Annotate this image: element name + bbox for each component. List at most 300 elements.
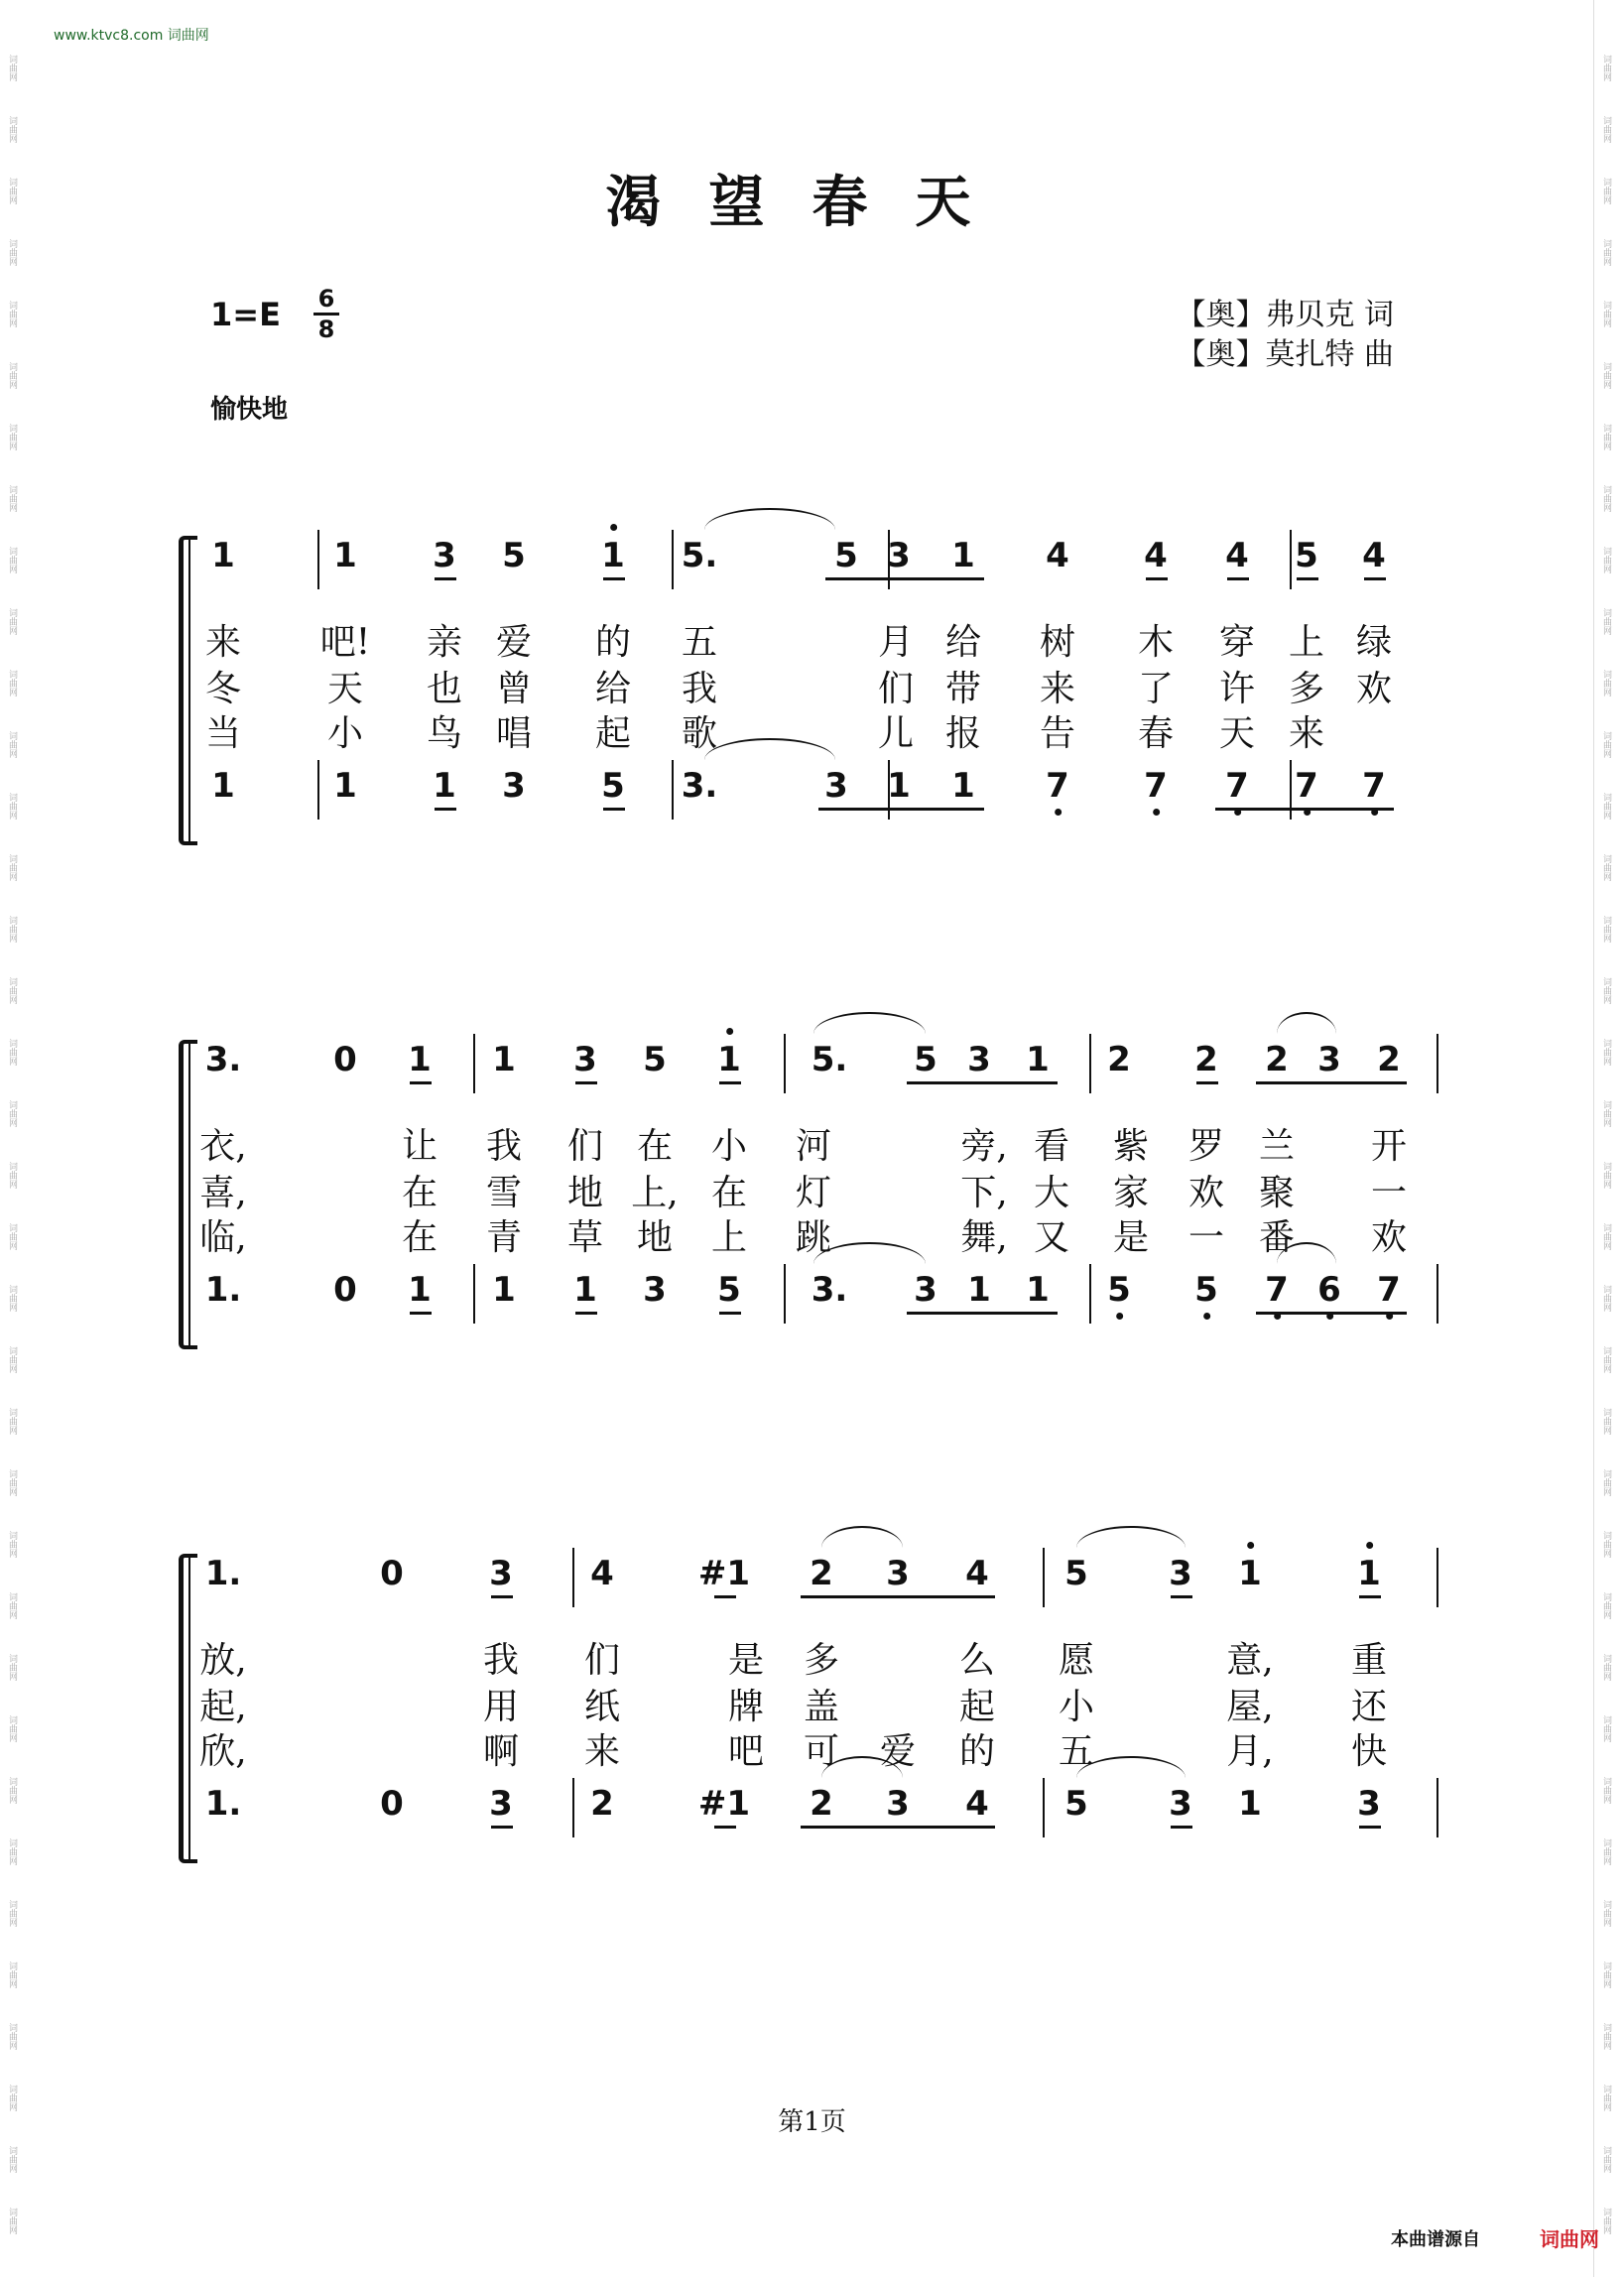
lower-note: 3. <box>681 766 718 806</box>
lyric-verse3: 快 <box>1350 1731 1388 1772</box>
lower-note: 7 <box>1377 1270 1401 1310</box>
lyric-verse2: 天 <box>326 669 364 709</box>
lower-note: 0 <box>380 1784 404 1824</box>
lyric-verse1: 树 <box>1039 622 1076 663</box>
lower-note: 1 <box>1026 1270 1050 1310</box>
lyric-verse1: 来 <box>204 622 242 663</box>
margin-watermark-text: 词曲网 <box>7 1654 17 1681</box>
upper-note: 5 <box>914 1040 937 1079</box>
lower-note: 3 <box>824 766 848 806</box>
margin-watermark-text: 词曲网 <box>7 116 17 143</box>
upper-note: 4 <box>1362 536 1386 575</box>
slur <box>1277 1012 1336 1034</box>
lower-note: 1 <box>967 1270 991 1310</box>
margin-watermark-text: 词曲网 <box>1601 116 1611 143</box>
lower-note: 3 <box>914 1270 937 1310</box>
margin-watermark-text: 词曲网 <box>7 1469 17 1496</box>
upper-note: 5 <box>1064 1554 1088 1593</box>
margin-watermark-text: 词曲网 <box>7 547 17 573</box>
note-underline <box>435 577 456 580</box>
system-brace-line <box>188 536 190 845</box>
lyric-verse2: 地 <box>566 1173 604 1213</box>
lower-note: 7 <box>1144 766 1168 806</box>
beam-underline <box>1215 808 1394 811</box>
lower-note: 1 <box>211 766 235 806</box>
note-underline <box>491 1595 513 1598</box>
upper-note: #1 <box>697 1554 751 1593</box>
margin-watermark-text: 词曲网 <box>7 1777 17 1804</box>
margin-watermark-text: 词曲网 <box>1601 1100 1611 1127</box>
note-underline <box>410 1312 432 1315</box>
lyric-verse3: 天 <box>1218 713 1256 754</box>
lyric-verse2: 带 <box>944 669 982 709</box>
lyric-verse2: 在 <box>401 1173 438 1213</box>
margin-watermark-text: 词曲网 <box>7 1838 17 1865</box>
key-signature: 1=E <box>210 296 281 333</box>
margin-watermark-text: 词曲网 <box>7 1346 17 1373</box>
note-underline <box>1196 1081 1218 1084</box>
upper-note: 2 <box>1265 1040 1289 1079</box>
lyric-verse2: 冬 <box>204 669 242 709</box>
lyric-verse1: 爱 <box>495 622 533 663</box>
margin-watermark-text: 词曲网 <box>7 1223 17 1250</box>
upper-note: 4 <box>1225 536 1249 575</box>
lyric-verse2: 牌 <box>727 1687 765 1727</box>
lyric-verse1: 亲 <box>426 622 463 663</box>
margin-watermark-text: 词曲网 <box>7 670 17 696</box>
margin-watermark-text: 词曲网 <box>7 1408 17 1435</box>
lower-note: 7 <box>1295 766 1318 806</box>
lyric-verse1: 绿 <box>1355 622 1393 663</box>
upper-note: 1 <box>492 1040 516 1079</box>
lyric-verse2: 欢 <box>1355 669 1393 709</box>
lower-note: 3 <box>489 1784 513 1824</box>
upper-note: 5 <box>502 536 526 575</box>
right-margin-strip <box>1593 0 1624 2277</box>
lyric-verse3: 在 <box>401 1217 438 1258</box>
note-underline <box>719 1312 741 1315</box>
upper-note: 2 <box>1107 1040 1131 1079</box>
margin-watermark-text: 词曲网 <box>7 793 17 820</box>
bar-line <box>317 530 319 589</box>
upper-note: 3 <box>573 1040 597 1079</box>
margin-watermark-text: 词曲网 <box>1601 2023 1611 2050</box>
margin-watermark-text: 词曲网 <box>1601 239 1611 266</box>
lyric-verse1: 愿 <box>1058 1640 1095 1681</box>
margin-watermark-text: 词曲网 <box>7 2085 17 2111</box>
lyric-verse1: 么 <box>958 1640 996 1681</box>
upper-note: 4 <box>1144 536 1168 575</box>
lower-note: 1 <box>573 1270 597 1310</box>
margin-watermark-text: 词曲网 <box>1601 854 1611 881</box>
upper-note: 4 <box>1046 536 1069 575</box>
lyric-verse1: 看 <box>1033 1126 1070 1167</box>
lower-note: 1 <box>433 766 456 806</box>
bar-line <box>784 1034 786 1093</box>
lyric-verse3: 欢 <box>1370 1217 1408 1258</box>
bar-line <box>1089 1034 1091 1093</box>
margin-watermark-text: 词曲网 <box>7 362 17 389</box>
lyric-verse3: 歌 <box>681 713 718 754</box>
lyric-verse2: 大 <box>1033 1173 1070 1213</box>
upper-note: 1 <box>211 536 235 575</box>
margin-watermark-text: 词曲网 <box>1601 1654 1611 1681</box>
margin-watermark-text: 词曲网 <box>1601 670 1611 696</box>
lyric-verse3: 临, <box>199 1217 247 1258</box>
margin-watermark-text: 词曲网 <box>1601 485 1611 512</box>
margin-watermark-text: 词曲网 <box>7 1715 17 1742</box>
lower-note: 1. <box>204 1784 242 1824</box>
lyric-verse1: 小 <box>710 1126 748 1167</box>
bar-line <box>317 760 319 820</box>
beam-underline <box>907 1312 1058 1315</box>
source-label: 本曲谱源自 <box>1391 2229 1480 2250</box>
note-underline <box>714 1826 736 1829</box>
lyric-verse1: 放, <box>199 1640 247 1681</box>
margin-watermark-text: 词曲网 <box>7 916 17 943</box>
lyric-verse1: 河 <box>795 1126 832 1167</box>
lyric-verse3: 小 <box>326 713 364 754</box>
margin-watermark-text: 词曲网 <box>1601 977 1611 1004</box>
lyric-verse2: 纸 <box>583 1687 621 1727</box>
note-underline <box>410 1081 432 1084</box>
lyric-verse3: 吧 <box>727 1731 765 1772</box>
upper-note: 3 <box>886 1554 910 1593</box>
lyric-verse2: 在 <box>710 1173 748 1213</box>
lyric-verse1: 穿 <box>1218 622 1256 663</box>
lyric-verse3: 可 <box>803 1731 840 1772</box>
slur <box>704 508 835 530</box>
upper-note: 1 <box>717 1040 741 1079</box>
time-signature-bottom: 8 <box>317 316 335 343</box>
beam-underline <box>907 1081 1058 1084</box>
margin-watermark-text: 词曲网 <box>1601 1223 1611 1250</box>
octave-up-dot <box>726 1028 733 1035</box>
margin-watermark-text: 词曲网 <box>1601 608 1611 635</box>
margin-watermark-text: 词曲网 <box>1601 1777 1611 1804</box>
lyric-verse3: 青 <box>485 1217 523 1258</box>
lyric-verse1: 给 <box>944 622 982 663</box>
note-underline <box>1359 1826 1381 1829</box>
slur <box>813 1012 926 1034</box>
margin-watermark-text: 词曲网 <box>7 2146 17 2173</box>
credits <box>1176 296 1394 375</box>
beam-underline <box>825 577 984 580</box>
system-brace-line <box>188 1040 190 1349</box>
upper-note: 3 <box>489 1554 513 1593</box>
lyric-verse3: 舞, <box>960 1217 1008 1258</box>
system-brace-line <box>188 1554 190 1863</box>
time-signature-top: 6 <box>317 285 335 313</box>
lyric-verse2: 欢 <box>1187 1173 1225 1213</box>
margin-watermark-text: 词曲网 <box>7 1531 17 1558</box>
margin-watermark-text: 词曲网 <box>7 1592 17 1619</box>
lyric-verse3: 的 <box>958 1731 996 1772</box>
lower-note: #1 <box>697 1784 751 1824</box>
source-site-logo: 词曲网 <box>1540 2227 1599 2251</box>
lyric-verse2: 聚 <box>1258 1173 1296 1213</box>
margin-watermark-text: 词曲网 <box>1601 731 1611 758</box>
upper-note: 4 <box>590 1554 614 1593</box>
beam-underline <box>801 1826 995 1829</box>
margin-watermark-text: 词曲网 <box>1601 362 1611 389</box>
lyric-verse1: 让 <box>401 1126 438 1167</box>
lower-note: 2 <box>590 1784 614 1824</box>
lyric-verse2: 灯 <box>795 1173 832 1213</box>
lyric-verse3: 番 <box>1258 1217 1296 1258</box>
note-underline <box>1359 1595 1381 1598</box>
lyric-verse2: 下, <box>960 1173 1008 1213</box>
margin-watermark-text: 词曲网 <box>1601 547 1611 573</box>
beam-underline <box>1256 1312 1407 1315</box>
site-watermark: www.ktvc8.com 词曲网 <box>54 28 209 44</box>
lyric-verse1: 我 <box>485 1126 523 1167</box>
note-underline <box>435 808 456 811</box>
time-signature <box>313 286 339 342</box>
lower-note: 7 <box>1046 766 1069 806</box>
lyric-verse3: 鸟 <box>426 713 463 754</box>
lyric-verse3: 地 <box>636 1217 674 1258</box>
lyric-verse3: 跳 <box>795 1217 832 1258</box>
lyric-verse3: 啊 <box>482 1731 520 1772</box>
lyric-verse2: 也 <box>426 669 463 709</box>
margin-watermark-text: 词曲网 <box>1601 1285 1611 1312</box>
margin-watermark-text: 词曲网 <box>1601 1408 1611 1435</box>
margin-watermark-text: 词曲网 <box>7 1961 17 1988</box>
margin-watermark-text: 词曲网 <box>7 55 17 81</box>
lyric-verse2: 小 <box>1058 1687 1095 1727</box>
slur <box>1076 1526 1186 1548</box>
score-system <box>179 1554 1437 1863</box>
note-underline <box>1297 577 1318 580</box>
margin-watermark-text: 词曲网 <box>1601 2146 1611 2173</box>
octave-up-dot <box>1366 1542 1373 1549</box>
margin-watermark-text: 词曲网 <box>1601 1592 1611 1619</box>
slur <box>821 1526 903 1548</box>
bar-line <box>572 1548 574 1607</box>
bar-line <box>1437 1264 1438 1324</box>
lower-note: 7 <box>1265 1270 1289 1310</box>
upper-note: 3 <box>967 1040 991 1079</box>
lyric-verse1: 多 <box>803 1640 840 1681</box>
upper-note: 0 <box>380 1554 404 1593</box>
lyric-verse1: 罗 <box>1187 1126 1225 1167</box>
lyric-verse1: 开 <box>1370 1126 1408 1167</box>
lyric-verse1: 吧! <box>319 622 371 663</box>
lyric-verse3: 是 <box>1112 1217 1150 1258</box>
upper-note: 5 <box>1295 536 1318 575</box>
octave-up-dot <box>1247 1542 1254 1549</box>
lower-note: 3. <box>811 1270 848 1310</box>
lyric-verse1: 上 <box>1288 622 1325 663</box>
octave-down-dot <box>1055 809 1062 816</box>
margin-watermark-text: 词曲网 <box>1601 1531 1611 1558</box>
upper-note: 1. <box>204 1554 242 1593</box>
lower-note: 4 <box>965 1784 989 1824</box>
upper-note: 5. <box>811 1040 848 1079</box>
bar-line <box>473 1264 475 1324</box>
note-underline <box>714 1595 736 1598</box>
lyric-verse3: 上 <box>710 1217 748 1258</box>
lyric-verse3: 又 <box>1033 1217 1070 1258</box>
octave-down-dot <box>1116 1313 1123 1320</box>
lyric-verse2: 还 <box>1350 1687 1388 1727</box>
margin-watermark-text: 词曲网 <box>1601 1961 1611 1988</box>
lower-note: 3 <box>502 766 526 806</box>
upper-note: 5 <box>834 536 858 575</box>
song-title: 渴望春天 <box>605 171 1019 235</box>
lyric-verse1: 重 <box>1350 1640 1388 1681</box>
margin-watermark-text: 词曲网 <box>1601 301 1611 327</box>
margin-watermark-text: 词曲网 <box>1601 1900 1611 1927</box>
lower-note: 5 <box>717 1270 741 1310</box>
lyric-verse1: 五 <box>681 622 718 663</box>
note-underline <box>1171 1595 1192 1598</box>
bar-line <box>1043 1778 1045 1837</box>
lyric-verse1: 紫 <box>1112 1126 1150 1167</box>
upper-note: 1 <box>333 536 357 575</box>
lower-note: 2 <box>810 1784 833 1824</box>
lyric-verse1: 们 <box>566 1126 604 1167</box>
page-number: 第1页 <box>778 2107 846 2137</box>
lyric-verse2: 喜, <box>199 1173 247 1213</box>
lyric-verse3: 月, <box>1226 1731 1274 1772</box>
lyric-verse1: 旁, <box>960 1126 1008 1167</box>
lower-note: 5 <box>601 766 625 806</box>
lyric-verse1: 月 <box>877 622 915 663</box>
lyric-verse1: 们 <box>583 1640 621 1681</box>
lyric-verse1: 在 <box>636 1126 674 1167</box>
lyric-verse3: 起 <box>594 713 632 754</box>
lower-note: 1 <box>492 1270 516 1310</box>
beam-underline <box>818 808 984 811</box>
bar-line <box>672 530 674 589</box>
score-system <box>179 1040 1437 1349</box>
lower-note: 3 <box>1357 1784 1381 1824</box>
lower-note: 3 <box>1169 1784 1192 1824</box>
lower-note: 3 <box>643 1270 667 1310</box>
lyric-verse3: 一 <box>1187 1217 1225 1258</box>
margin-watermark-text: 词曲网 <box>7 977 17 1004</box>
upper-note: 0 <box>333 1040 357 1079</box>
margin-watermark-text: 词曲网 <box>7 731 17 758</box>
octave-up-dot <box>610 524 617 531</box>
margin-watermark-text: 词曲网 <box>7 424 17 450</box>
beam-underline <box>801 1595 995 1598</box>
lyric-verse3: 当 <box>204 713 242 754</box>
margin-watermark-text: 词曲网 <box>7 608 17 635</box>
lyric-verse2: 许 <box>1218 669 1256 709</box>
upper-note: 1 <box>601 536 625 575</box>
margin-watermark-text: 词曲网 <box>1601 1838 1611 1865</box>
bar-line <box>1290 530 1292 589</box>
note-underline <box>575 1081 597 1084</box>
bar-line <box>1290 760 1292 820</box>
margin-watermark-text: 词曲网 <box>1601 178 1611 204</box>
margin-watermark-text: 词曲网 <box>7 1285 17 1312</box>
lyric-verse2: 们 <box>877 669 915 709</box>
lyric-verse2: 盖 <box>803 1687 840 1727</box>
lower-note: 0 <box>333 1270 357 1310</box>
bar-line <box>1043 1548 1045 1607</box>
margin-watermark-text: 词曲网 <box>7 854 17 881</box>
upper-note: 2 <box>810 1554 833 1593</box>
lyric-verse3: 告 <box>1039 713 1076 754</box>
upper-note: 1 <box>408 1040 432 1079</box>
margin-watermark-text: 词曲网 <box>1601 1469 1611 1496</box>
lyric-verse3: 爱 <box>879 1731 917 1772</box>
lower-note: 1 <box>408 1270 432 1310</box>
margin-watermark-text: 词曲网 <box>1601 1162 1611 1189</box>
bar-line <box>1437 1034 1438 1093</box>
note-underline <box>1227 577 1249 580</box>
lyric-verse3: 五 <box>1058 1731 1095 1772</box>
margin-watermark-text: 词曲网 <box>7 1100 17 1127</box>
margin-watermark-text: 词曲网 <box>7 2208 17 2234</box>
upper-note: 3 <box>1317 1040 1341 1079</box>
margin-watermark-text: 词曲网 <box>7 2023 17 2050</box>
bar-line <box>1437 1778 1438 1837</box>
lyric-verse2: 屋, <box>1226 1687 1274 1727</box>
margin-watermark-text: 词曲网 <box>7 1162 17 1189</box>
lower-note: 1 <box>951 766 975 806</box>
lyricist-credit: 【奥】弗贝克 词 <box>1176 298 1394 332</box>
lyric-verse1: 意, <box>1226 1640 1274 1681</box>
lyric-verse3: 报 <box>944 713 982 754</box>
margin-watermark-text: 词曲网 <box>1601 2208 1611 2234</box>
margin-watermark-text: 词曲网 <box>7 485 17 512</box>
lower-note: 1. <box>204 1270 242 1310</box>
composer-credit: 【奥】莫扎特 曲 <box>1176 337 1394 372</box>
octave-down-dot <box>1153 809 1160 816</box>
upper-note: 1 <box>951 536 975 575</box>
lower-note: 3 <box>886 1784 910 1824</box>
lyric-verse3: 春 <box>1137 713 1175 754</box>
lyric-verse1: 的 <box>594 622 632 663</box>
upper-note: 5. <box>681 536 718 575</box>
lyric-verse2: 一 <box>1370 1173 1408 1213</box>
lyric-verse2: 多 <box>1288 669 1325 709</box>
lyric-verse2: 来 <box>1039 669 1076 709</box>
note-underline <box>491 1826 513 1829</box>
lyric-verse3: 欣, <box>199 1731 247 1772</box>
note-underline <box>719 1081 741 1084</box>
note-underline <box>1146 577 1168 580</box>
lyric-verse3: 来 <box>583 1731 621 1772</box>
margin-watermark-text: 词曲网 <box>7 178 17 204</box>
margin-watermark-text: 词曲网 <box>1601 1346 1611 1373</box>
lyric-verse1: 是 <box>727 1640 765 1681</box>
bar-line <box>473 1034 475 1093</box>
upper-note: 4 <box>965 1554 989 1593</box>
lower-note: 1 <box>333 766 357 806</box>
score-system <box>179 536 1437 845</box>
bar-line <box>1437 1548 1438 1607</box>
lyric-verse2: 了 <box>1137 669 1175 709</box>
lower-note: 5 <box>1064 1784 1088 1824</box>
lower-note: 5 <box>1194 1270 1218 1310</box>
lyric-verse1: 木 <box>1137 622 1175 663</box>
note-underline <box>1364 577 1386 580</box>
lower-note: 6 <box>1317 1270 1341 1310</box>
margin-watermark-text: 词曲网 <box>7 301 17 327</box>
lyric-verse2: 家 <box>1112 1173 1150 1213</box>
lyric-verse2: 曾 <box>495 669 533 709</box>
upper-note: 1 <box>1357 1554 1381 1593</box>
upper-note: 1 <box>1026 1040 1050 1079</box>
upper-note: 3 <box>433 536 456 575</box>
note-underline <box>575 1312 597 1315</box>
